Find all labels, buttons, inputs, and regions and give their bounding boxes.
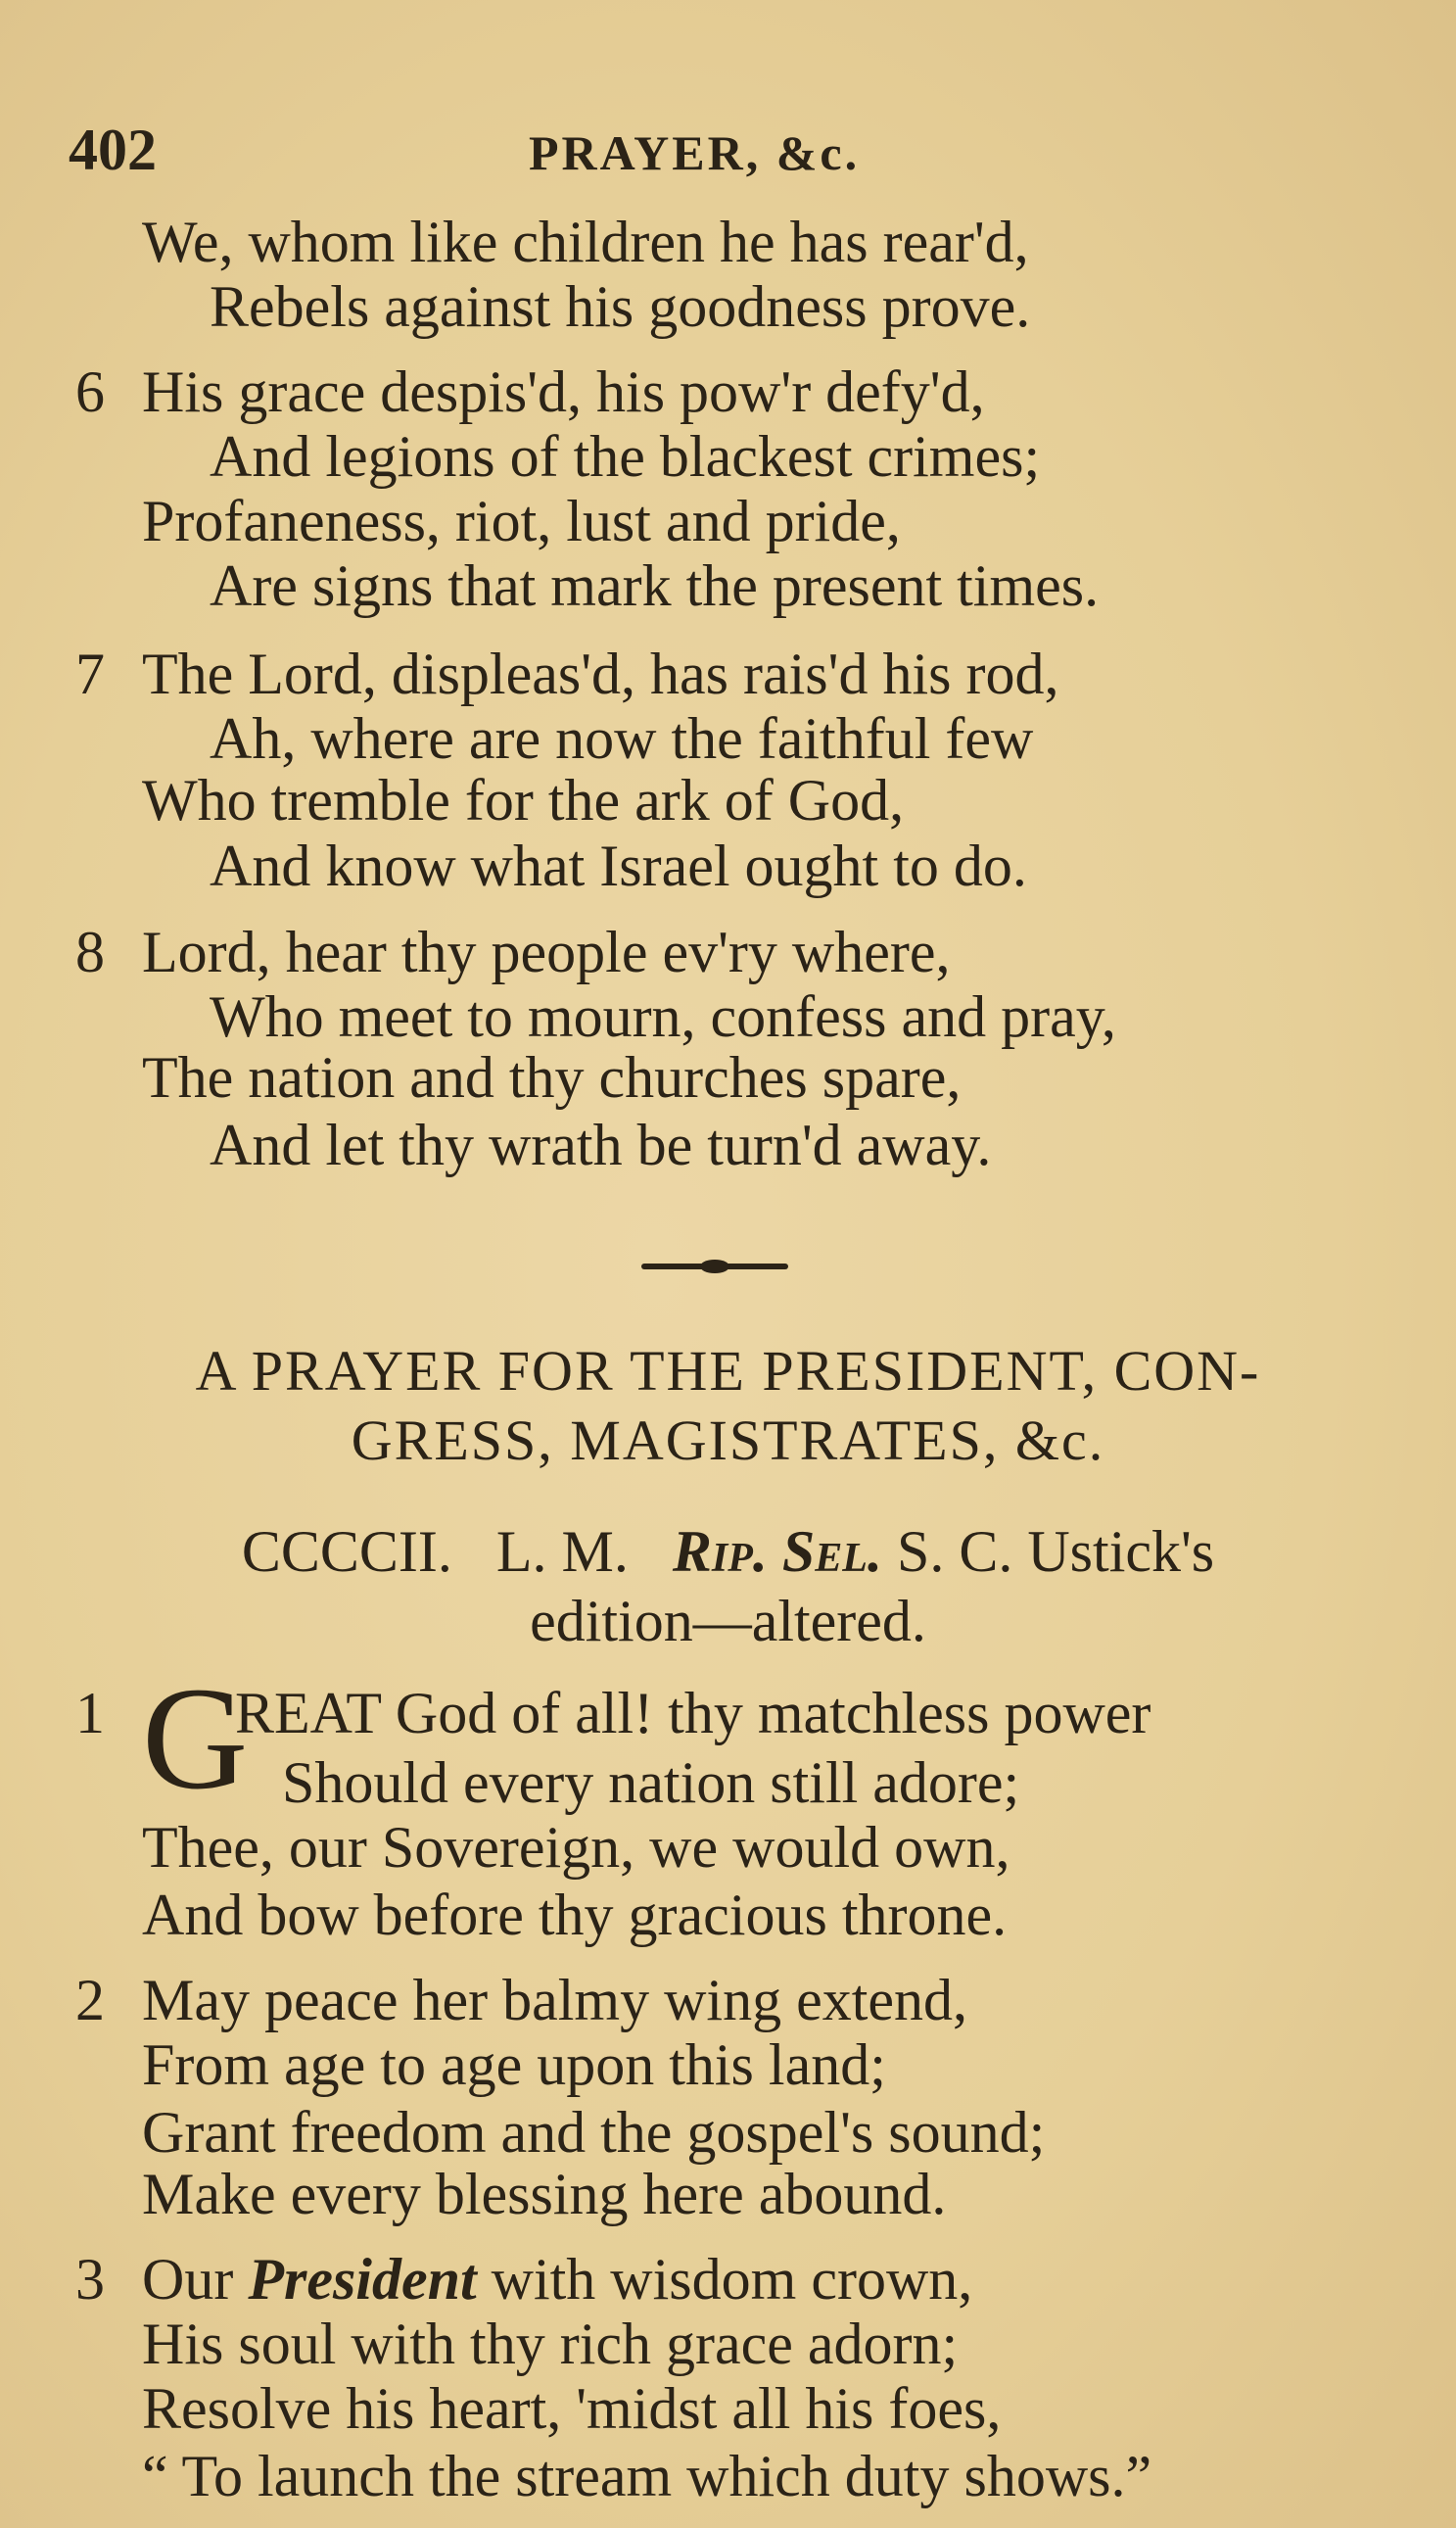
verse-line: Who tremble for the ark of God, (142, 768, 905, 833)
stanza-number: 6 (75, 359, 105, 424)
verse-line: Resolve his heart, 'midst all his foes, (142, 2376, 1002, 2441)
stanza-number: 1 (75, 1681, 105, 1745)
stanza-number: 3 (75, 2247, 105, 2312)
stanza-number: 8 (75, 920, 105, 984)
source-sel: Sel. (781, 1519, 882, 1584)
verse-line: And legions of the blackest crimes; (210, 424, 1041, 489)
verse-line: Ah, where are now the faithful few (210, 706, 1034, 771)
hymn-meta (0, 1514, 1456, 1589)
verse-text: with wisdom crown, (491, 2247, 973, 2312)
verse-line: Who meet to mourn, confess and pray, (210, 984, 1116, 1049)
verse-line: His soul with thy rich grace adorn; (142, 2312, 959, 2376)
verse-line: May peace her balmy wing extend, (142, 1968, 968, 2032)
verse-line: We, whom like children he has rear'd, (142, 210, 1029, 274)
verse-line: “ To launch the stream which duty shows.” (142, 2444, 1152, 2508)
stanza-number: 7 (75, 642, 105, 706)
hymn-title: A PRAYER FOR THE PRESIDENT, CON- (195, 1339, 1261, 1403)
hymn-number: CCCCII. (241, 1519, 452, 1584)
verse-line: Profaneness, riot, lust and pride, (142, 489, 901, 553)
source-continued: edition—altered. (530, 1589, 926, 1653)
verse-line: Are signs that mark the present times. (210, 553, 1100, 618)
verse-line: Grant freedom and the gospel's sound; (142, 2100, 1046, 2165)
verse-line: The nation and thy churches spare, (142, 1045, 962, 1110)
source-rip: Rip. (672, 1519, 768, 1584)
verse-line: From age to age upon this land; (142, 2032, 886, 2097)
verse-line: Make every blessing here abound. (142, 2162, 947, 2226)
hymn-meter: L. M. (495, 1519, 629, 1584)
verse-line: Lord, hear thy people ev'ry where, (142, 920, 951, 984)
verse-line: Rebels against his goodness prove. (210, 274, 1031, 339)
drop-cap: G (142, 1657, 249, 1820)
verse-line: His grace despis'd, his pow'r defy'd, (142, 359, 985, 424)
verse-line: The Lord, displeas'd, has rais'd his rod, (142, 642, 1059, 706)
section-divider-ornament (641, 1264, 788, 1269)
verse-line: And let thy wrath be turn'd away. (210, 1113, 992, 1177)
verse-line: And bow before thy gracious throne. (142, 1883, 1008, 1947)
verse-line: And know what Israel ought to do. (210, 834, 1027, 898)
running-title: PRAYER, &c. (529, 125, 861, 180)
source-rest: S. C. Ustick's (896, 1519, 1215, 1584)
page-number: 402 (69, 118, 157, 182)
stanza-number: 2 (75, 1968, 105, 2032)
verse-line: REAT God of all! thy matchless power (235, 1681, 1151, 1745)
verse-line (142, 2242, 972, 2316)
verse-line: Thee, our Sovereign, we would own, (142, 1815, 1010, 1880)
verse-line: Should every nation still adore; (282, 1750, 1020, 1815)
verse-italic-word: President (248, 2247, 477, 2312)
verse-text: Our (142, 2247, 234, 2312)
hymn-title-continued: GRESS, MAGISTRATES, &c. (351, 1408, 1105, 1472)
